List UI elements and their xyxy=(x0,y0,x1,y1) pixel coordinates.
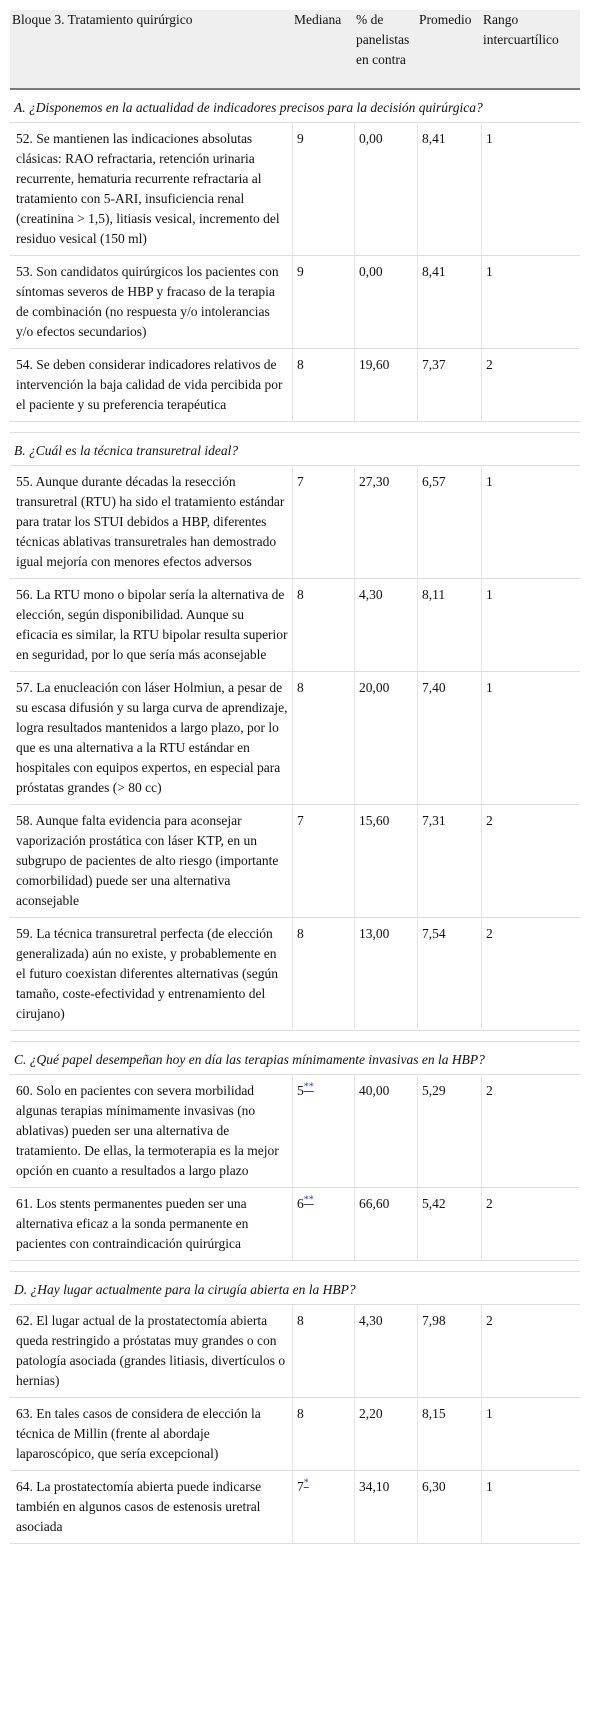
mediana-value: 8 xyxy=(297,357,304,372)
statement-cell: 55. Aunque durante décadas la resección transuretral (RTU) ha sido el tratamiento estándar para tratar los STUI debidos a HBP, diferentes técnicas ablativas transuretrales han demostrado igual mejoría con menores efectos adversos xyxy=(10,466,292,579)
rango-cell: 2 xyxy=(481,1305,580,1398)
rango-cell: 1 xyxy=(481,579,580,672)
rango-cell: 1 xyxy=(481,123,580,256)
rango-cell: 2 xyxy=(481,1075,580,1188)
mediana-cell xyxy=(292,1471,354,1544)
table-row xyxy=(10,805,580,918)
mediana-value: 8 xyxy=(297,1406,304,1421)
mediana-value: 8 xyxy=(297,587,304,602)
statement-cell: 52. Se mantienen las indicaciones absolutas clásicas: RAO refractaria, retención urinaria recurrente, hematuria recurrente refractaria al tratamiento con 5-ARI, insuficiencia renal (creatinina > 1,5), litiasis vesical, incremento del residuo vesical (150 ml) xyxy=(10,123,292,256)
statement-cell: 62. El lugar actual de la prostatectomía abierta queda restringido a próstatas muy grandes o con patología asociada (grandes litiasis, divertículos o hernias) xyxy=(10,1305,292,1398)
rango-cell: 2 xyxy=(481,918,580,1031)
section-heading-row xyxy=(10,90,580,123)
section-spacer xyxy=(10,422,580,433)
rango-cell: 2 xyxy=(481,349,580,422)
mediana-value: 9 xyxy=(297,264,304,279)
table-row xyxy=(10,256,580,349)
header-percent-contra: % de panelistas en contra xyxy=(354,10,417,90)
rango-cell: 2 xyxy=(481,805,580,918)
statement-cell: 60. Solo en pacientes con severa morbilidad algunas terapias mínimamente invasivas (no ablativas) pueden ser una alternativa de tratamiento. De ellas, la termoterapia es la mejor opción en cuanto a resultados a largo plazo xyxy=(10,1075,292,1188)
percent-contra-cell: 13,00 xyxy=(354,918,417,1031)
percent-contra-cell: 20,00 xyxy=(354,672,417,805)
section-spacer xyxy=(10,1031,580,1042)
percent-contra-cell: 34,10 xyxy=(354,1471,417,1544)
mediana-value: 7 xyxy=(297,813,304,828)
rango-cell: 1 xyxy=(481,466,580,579)
mediana-cell xyxy=(292,1305,354,1398)
spacer-cell xyxy=(10,1031,580,1042)
table-row xyxy=(10,672,580,805)
section-spacer xyxy=(10,1261,580,1272)
statement-cell: 54. Se deben considerar indicadores relativos de intervención la baja calidad de vida percibida por el paciente y su preferencia terapéutica xyxy=(10,349,292,422)
mediana-cell xyxy=(292,1075,354,1188)
statement-cell: 57. La enucleación con láser Holmiun, a pesar de su escasa difusión y su larga curva de aprendizaje, logra resultados mantenidos a largo plazo, por lo que es una alternativa a la RTU estándar en hospitales con equipos expertos, en especial para próstatas grandes (> 80 cc) xyxy=(10,672,292,805)
promedio-cell: 7,37 xyxy=(417,349,481,422)
section-heading-row xyxy=(10,1272,580,1305)
promedio-cell: 7,98 xyxy=(417,1305,481,1398)
rango-cell: 1 xyxy=(481,672,580,805)
promedio-cell: 6,57 xyxy=(417,466,481,579)
mediana-cell xyxy=(292,918,354,1031)
percent-contra-cell: 19,60 xyxy=(354,349,417,422)
mediana-cell xyxy=(292,123,354,256)
table-row xyxy=(10,1305,580,1398)
percent-contra-cell: 4,30 xyxy=(354,1305,417,1398)
promedio-cell: 7,31 xyxy=(417,805,481,918)
table-row xyxy=(10,349,580,422)
table-row xyxy=(10,1075,580,1188)
promedio-cell: 5,29 xyxy=(417,1075,481,1188)
promedio-cell: 8,15 xyxy=(417,1398,481,1471)
statement-cell: 63. En tales casos de considera de elección la técnica de Millin (frente al abordaje laparoscópico, que sería excepcional) xyxy=(10,1398,292,1471)
mediana-cell xyxy=(292,579,354,672)
statement-cell: 64. La prostatectomía abierta puede indicarse también en algunos casos de estenosis uretral asociada xyxy=(10,1471,292,1544)
percent-contra-cell: 0,00 xyxy=(354,123,417,256)
percent-contra-cell: 4,30 xyxy=(354,579,417,672)
mediana-value: 5 xyxy=(297,1083,304,1098)
percent-contra-cell: 0,00 xyxy=(354,256,417,349)
section-title: B. ¿Cuál es la técnica transuretral ideal? xyxy=(10,433,580,466)
section-heading-row xyxy=(10,1042,580,1075)
rango-cell: 2 xyxy=(481,1188,580,1261)
section-title: A. ¿Disponemos en la actualidad de indicadores precisos para la decisión quirúrgica? xyxy=(10,90,580,123)
promedio-cell: 8,41 xyxy=(417,123,481,256)
promedio-cell: 5,42 xyxy=(417,1188,481,1261)
mediana-value: 7 xyxy=(297,1479,304,1494)
promedio-cell: 6,30 xyxy=(417,1471,481,1544)
header-mediana: Mediana xyxy=(292,10,354,90)
header-rango: Rango intercuartílico xyxy=(481,10,580,90)
promedio-cell: 8,11 xyxy=(417,579,481,672)
statement-cell: 56. La RTU mono o bipolar sería la alternativa de elección, según disponibilidad. Aunque su eficacia es similar, la RTU bipolar resulta superior en seguridad, por lo que sería más aconsejable xyxy=(10,579,292,672)
mediana-value: 9 xyxy=(297,131,304,146)
consensus-table xyxy=(10,10,580,1544)
table-header-row xyxy=(10,10,580,90)
percent-contra-cell: 2,20 xyxy=(354,1398,417,1471)
mediana-cell xyxy=(292,805,354,918)
table-row xyxy=(10,918,580,1031)
percent-contra-cell: 27,30 xyxy=(354,466,417,579)
mediana-cell xyxy=(292,1188,354,1261)
mediana-value: 8 xyxy=(297,926,304,941)
table-row xyxy=(10,1398,580,1471)
mediana-cell xyxy=(292,672,354,805)
rango-cell: 1 xyxy=(481,1471,580,1544)
spacer-cell xyxy=(10,422,580,433)
footnote-link[interactable]: ** xyxy=(303,1081,314,1093)
mediana-cell xyxy=(292,1398,354,1471)
percent-contra-cell: 15,60 xyxy=(354,805,417,918)
percent-contra-cell: 40,00 xyxy=(354,1075,417,1188)
table-row xyxy=(10,1471,580,1544)
mediana-value: 6 xyxy=(297,1196,304,1211)
footnote-link[interactable]: * xyxy=(303,1477,309,1489)
promedio-cell: 7,40 xyxy=(417,672,481,805)
rango-cell: 1 xyxy=(481,1398,580,1471)
table-row xyxy=(10,123,580,256)
statement-cell: 58. Aunque falta evidencia para aconsejar vaporización prostática con láser KTP, en un subgrupo de pacientes de alto riesgo (importante comorbilidad) puede ser una alternativa aconsejable xyxy=(10,805,292,918)
table-body xyxy=(10,90,580,1544)
section-title: D. ¿Hay lugar actualmente para la cirugía abierta en la HBP? xyxy=(10,1272,580,1305)
statement-cell: 53. Son candidatos quirúrgicos los pacientes con síntomas severos de HBP y fracaso de la terapia de combinación (no respuesta y/o intolerancias y/o efectos secundarios) xyxy=(10,256,292,349)
footnote-link[interactable]: ** xyxy=(303,1194,314,1206)
mediana-cell xyxy=(292,466,354,579)
header-block: Bloque 3. Tratamiento quirúrgico xyxy=(10,10,292,90)
section-title: C. ¿Qué papel desempeñan hoy en día las terapias mínimamente invasivas en la HBP? xyxy=(10,1042,580,1075)
spacer-cell xyxy=(10,1261,580,1272)
header-promedio: Promedio xyxy=(417,10,481,90)
mediana-value: 8 xyxy=(297,1313,304,1328)
statement-cell: 61. Los stents permanentes pueden ser una alternativa eficaz a la sonda permanente en pacientes con contraindicación quirúrgica xyxy=(10,1188,292,1261)
table-row xyxy=(10,579,580,672)
mediana-value: 8 xyxy=(297,680,304,695)
mediana-value: 7 xyxy=(297,474,304,489)
table-row xyxy=(10,466,580,579)
promedio-cell: 7,54 xyxy=(417,918,481,1031)
statement-cell: 59. La técnica transuretral perfecta (de elección generalizada) aún no existe, y probablemente en el futuro coexistan diferentes alternativas (según tamaño, coste-efectividad y entrenamiento del cirujano) xyxy=(10,918,292,1031)
section-heading-row xyxy=(10,433,580,466)
rango-cell: 1 xyxy=(481,256,580,349)
percent-contra-cell: 66,60 xyxy=(354,1188,417,1261)
mediana-cell xyxy=(292,349,354,422)
table-row xyxy=(10,1188,580,1261)
mediana-cell xyxy=(292,256,354,349)
promedio-cell: 8,41 xyxy=(417,256,481,349)
